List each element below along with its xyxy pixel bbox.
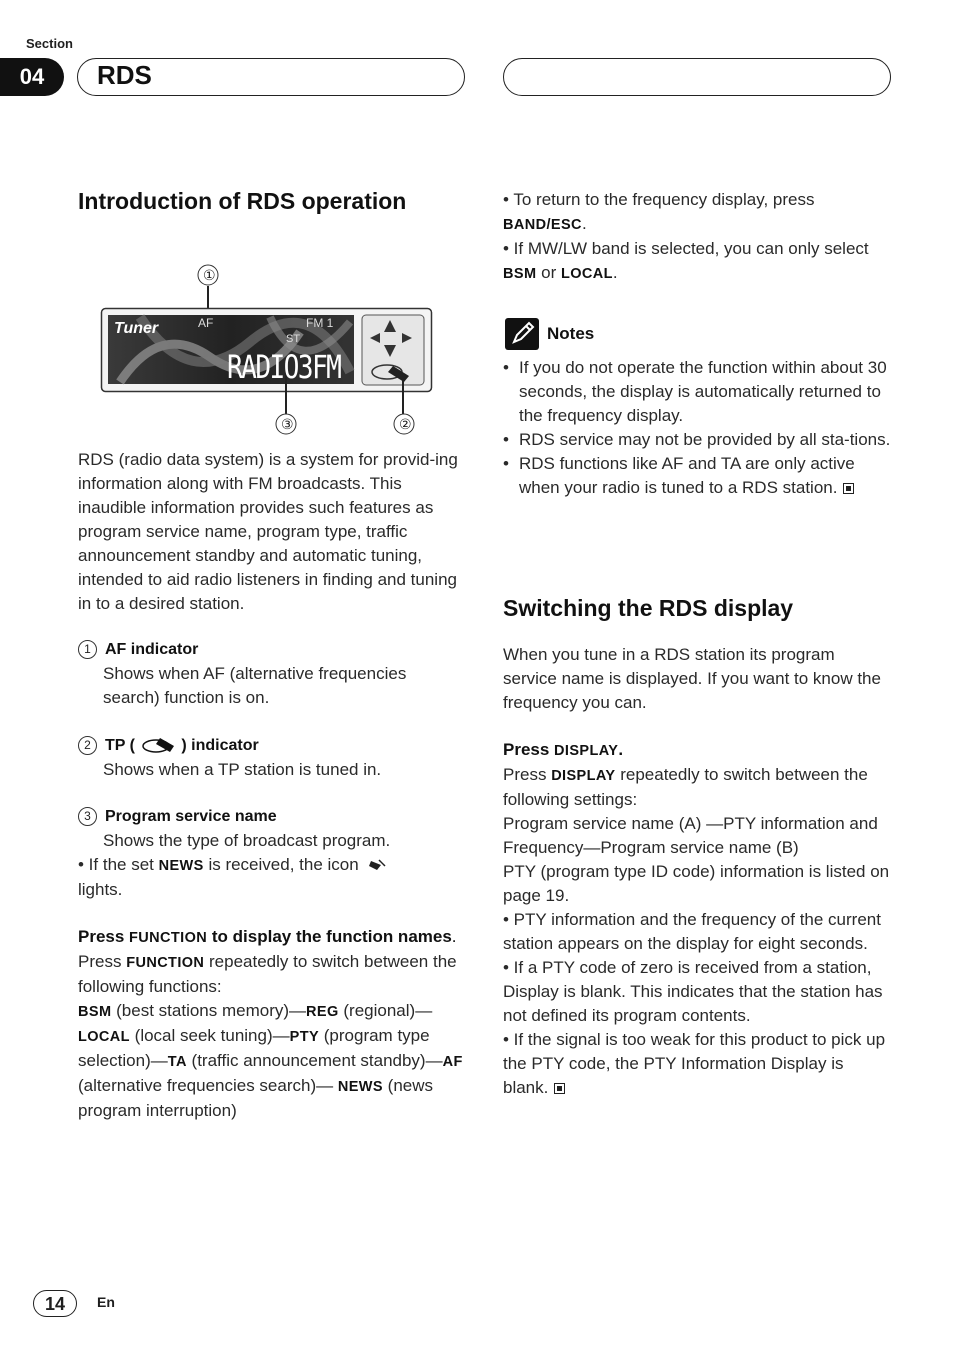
switching-intro: When you tune in a RDS station its program service name is displayed. If you want to know the frequency you can. (503, 645, 881, 712)
callout-3-label: ③ (281, 416, 294, 432)
end-of-section-icon (843, 483, 854, 494)
lcd-band-label: FM 1 (306, 316, 334, 330)
note-item: • RDS functions like AF and TA are only active when your radio is tuned to a RDS station. (503, 452, 893, 500)
radio-display-figure (100, 262, 435, 440)
pty-bullet: • If the signal is too weak for this product to pick up the PTY code, the PTY Information Display is blank. (503, 1030, 886, 1097)
title-frame-right (503, 58, 891, 96)
bullet-return-frequency: • To return to the frequency display, press BAND/ESC. (503, 190, 815, 233)
pty-bullet: • If a PTY code of zero is received from a station, Display is blank. This indicates that the station has not defined its program contents. (503, 958, 883, 1025)
item-number: 1 (78, 640, 97, 659)
top-bullets (503, 188, 891, 286)
item-heading-post: ) indicator (181, 737, 259, 754)
press-display-heading: Press DISPLAY. (503, 740, 624, 759)
item-heading: Program service name (105, 808, 277, 825)
section-label: Section (26, 36, 73, 51)
rds-intro-paragraph: RDS (radio data system) is a system for provid-ing information along with FM broadcasts. This inaudible information provides such features as program service name, program type, traffic announcement standby and automatic tuning, intended to aid radio listeners in finding and tuning in to a desired station. (78, 450, 458, 613)
tp-car-icon (142, 734, 178, 754)
news-note: • If the set NEWS is received, the icon lights. (78, 853, 466, 902)
item-number: 3 (78, 807, 97, 826)
end-of-section-icon (554, 1083, 565, 1094)
callout-1-label: ① (203, 267, 216, 283)
press-function-block (78, 925, 466, 1123)
section-number-badge: 04 (0, 58, 64, 96)
lcd-st-label: ST (286, 333, 301, 345)
intro-heading: Introduction of RDS operation (78, 188, 407, 214)
press-display-instruction: Press DISPLAY repeatedly to switch between the following settings: (503, 765, 868, 809)
notes-title: Notes (547, 324, 595, 343)
lcd-station-name: RADIO3FM (227, 348, 341, 386)
press-function-heading: Press FUNCTION to display the function names. (78, 927, 457, 946)
item-program-service-name (78, 805, 466, 902)
notes-list (503, 356, 893, 500)
item-number: 2 (78, 736, 97, 755)
page-number: 14 (33, 1290, 77, 1317)
bullet-mw-lw: • If MW/LW band is selected, you can only select BSM or LOCAL. (503, 239, 869, 282)
item-heading-pre: TP ( (105, 737, 135, 754)
section-title: RDS (97, 60, 152, 90)
lcd-tuner-label: Tuner (114, 320, 159, 337)
note-item: • RDS service may not be provided by all sta-tions. (503, 428, 893, 452)
note-item: • If you do not operate the function within about 30 seconds, the display is automatically returned to the frequency display. (503, 356, 893, 428)
item-heading: AF indicator (105, 641, 199, 658)
news-icon (367, 858, 389, 872)
callout-2-label: ② (399, 416, 412, 432)
item-description: Shows the type of broadcast program. (103, 831, 391, 850)
press-function-instruction: Press FUNCTION repeatedly to switch between the following functions: (78, 952, 457, 996)
item-tp-indicator (78, 734, 466, 782)
item-description: Shows when AF (alternative frequencies search) function is on. (103, 664, 407, 707)
switching-heading: Switching the RDS display (503, 595, 794, 621)
function-sequence: BSM (best stations memory)—REG (regional)— LOCAL (local seek tuning)—PTY (program type selection)—TA (traffic announcement standby)—AF (alternative frequencies search)— NEWS (news program interruption) (78, 1001, 463, 1120)
language-code: En (97, 1294, 115, 1310)
item-description: Shows when a TP station is tuned in. (103, 760, 382, 779)
display-settings-sequence: Program service name (A) —PTY information and Frequency—Program service name (B) (503, 814, 878, 857)
item-af-indicator (78, 638, 466, 710)
press-display-block (503, 738, 891, 1100)
notes-pencil-icon (505, 318, 539, 350)
lcd-af-label: AF (198, 316, 214, 330)
pty-bullet: • PTY information and the frequency of the current station appears on the display for eight seconds. (503, 910, 881, 953)
pty-info-reference: PTY (program type ID code) information is listed on page 19. (503, 862, 890, 905)
